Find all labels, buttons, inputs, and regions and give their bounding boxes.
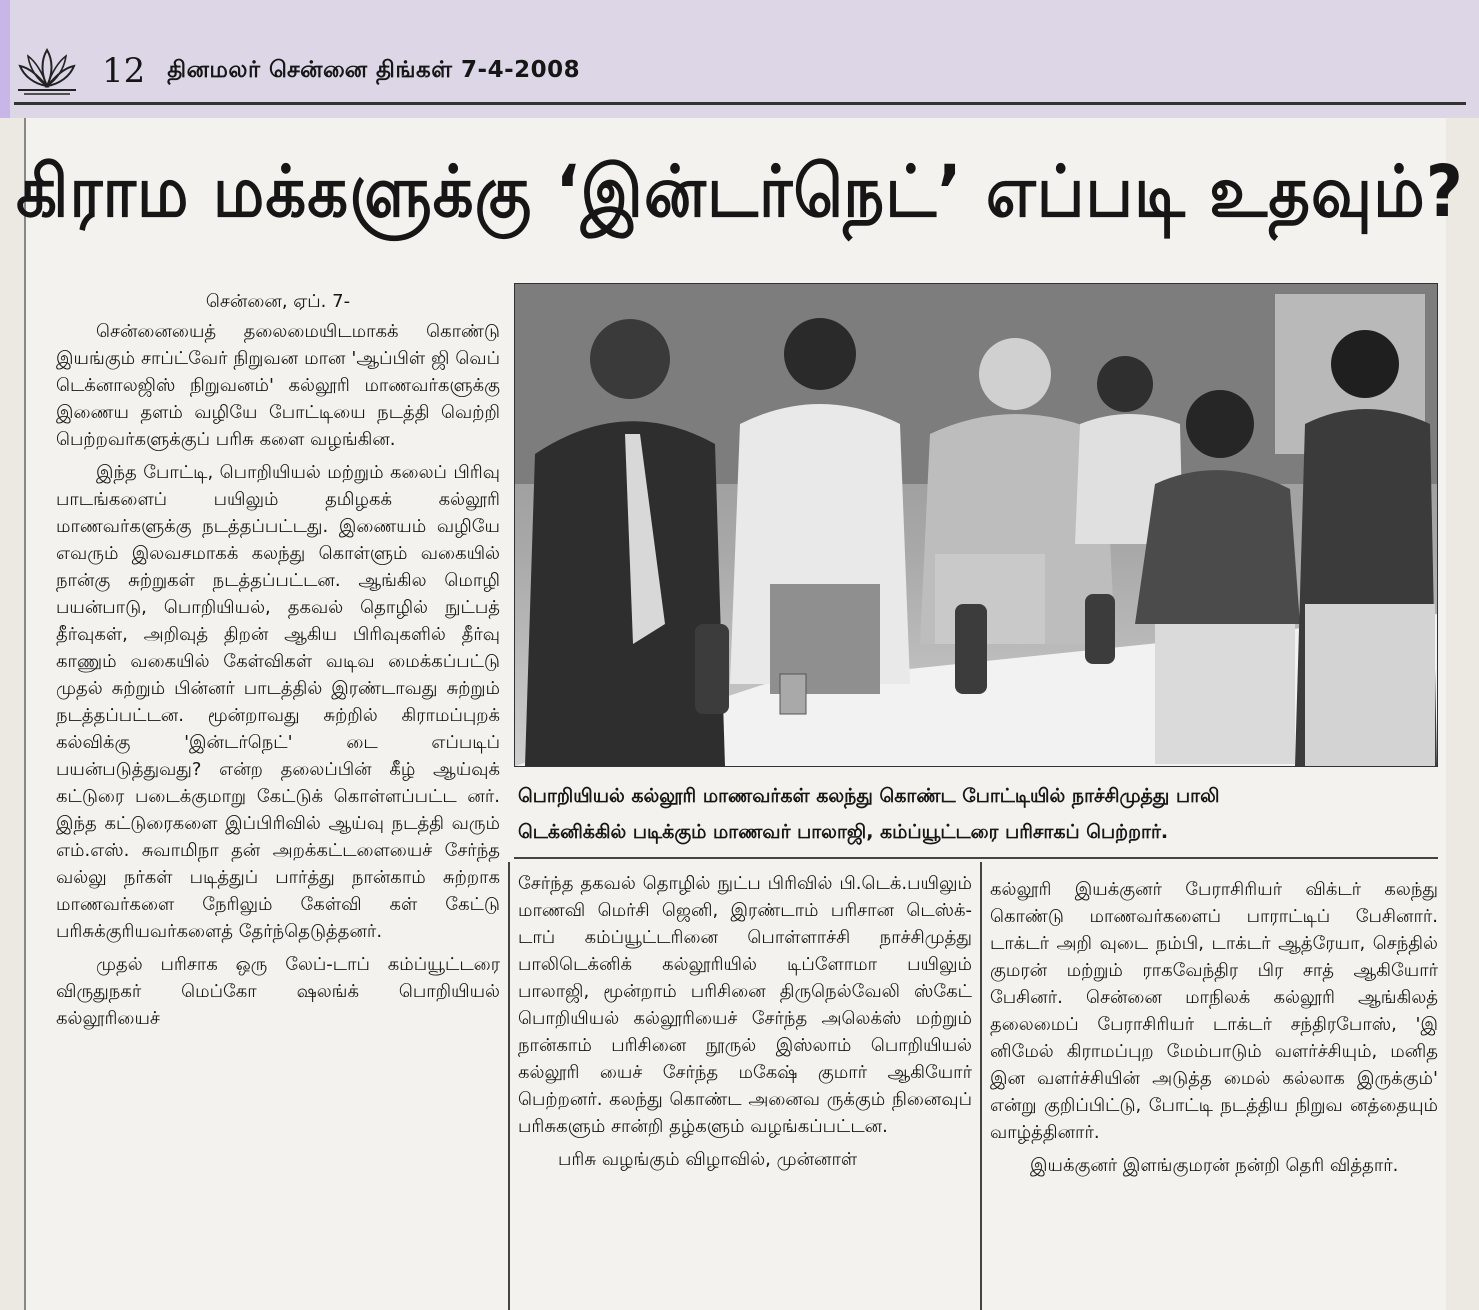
paragraph: சென்னையைத் தலைமையிடமாகக் கொண்டு இயங்கும் சாப்ட்வேர் நிறுவன மான 'ஆப்பிள் ஜி வெப் டெக்னாலஜிஸ் நிறுவனம்' கல்லூரி மாணவர்களுக்கு இணைய தளம் வழியே போட்டியை நடத்தி வெற்றி பெற்றவர்களுக்குப் பரிசு களை வழங்கின. xyxy=(56,321,500,450)
caption-line: டெக்னிக்கில் படிக்கும் மாணவர் பாலாஜி, கம்ப்யூட்டரை பரிசாகப் பெற்றார். xyxy=(518,821,1169,843)
page-number: 12 xyxy=(102,51,146,91)
paragraph: பரிசு வழங்கும் விழாவில், முன்னாள் xyxy=(558,1149,858,1170)
column-divider xyxy=(508,862,510,1310)
scan-edge xyxy=(0,0,10,118)
caption-rule xyxy=(514,857,1438,859)
award-photo xyxy=(514,283,1438,767)
paragraph: சேர்ந்த தகவல் தொழில் நுட்ப பிரிவில் பி.டெக்.பயிலும் மாணவி மெர்சி ஜெனி, இரண்டாம் பரிசான டெஸ்க்-டாப் கம்ப்யூட்டரினை பொள்ளாச்சி நாச்சிமுத்து பாலிடெக்னிக் கல்லூரியில் டிப்ளோமா பயிலும் பாலாஜி, மூன்றாம் பரிசினை திருநெல்வேலி ஸ்கேட் பொறியியல் கல்லூரியைச் சேர்ந்த அலெக்ஸ் மற்றும் நான்காம் பரிசினை நூருல் இஸ்லாம் பொறியியல் கல்லூரி யைச் சேர்ந்த மகேஷ் குமார் ஆகியோர் பெற்றனர். கலந்து கொண்ட அனைவ ருக்கும் நினைவுப் பரிசுகளும் சான்றி தழ்களும் வழங்கப்பட்டன. xyxy=(518,873,972,1137)
headline: கிராம மக்களுக்கு ‘இன்டர்நெட்’ எப்படி உதவும்? xyxy=(16,151,1464,234)
paragraph: முதல் பரிசாக ஒரு லேப்-டாப் கம்ப்யூட்டரை விருதுநகர் மெப்கோ ஷலங்க் பொறியியல் கல்லூரியைச் xyxy=(56,954,500,1029)
photo-caption xyxy=(518,778,1436,850)
article-column-3 xyxy=(990,876,1438,1185)
column-divider xyxy=(980,862,982,1310)
article-column-1 xyxy=(56,288,500,1038)
masthead xyxy=(14,40,1466,105)
newspaper-dateline: தினமலர் சென்னை திங்கள் 7-4-2008 xyxy=(167,56,581,83)
article-column-2 xyxy=(518,870,972,1179)
paragraph: இந்த போட்டி, பொறியியல் மற்றும் கலைப் பிரிவு பாடங்களைப் பயிலும் தமிழகக் கல்லூரி மாணவர்களுக்கு நடத்தப்பட்டது. இணையம் வழியே எவரும் இலவசமாகக் கலந்து கொள்ளும் வகையில் நான்கு சுற்றுகள் நடத்தப்பட்டன. ஆங்கில மொழி பயன்பாடு, பொறியியல், தகவல் தொழில் நுட்பத் தீர்வுகள், அறிவுத் திறன் ஆகிய பிரிவுகளில் தீர்வு காணும் வகையில் கேள்விகள் வடிவ மைக்கப்பட்டு முதல் சுற்றும் பின்னர் பாடத்தில் இரண்டாவது சுற்றும் நடத்தப்பட்டன. மூன்றாவது சுற்றில் கிராமப்புறக் கல்விக்கு 'இன்டர்நெட்' டை எப்படிப் பயன்படுத்துவது? என்ற தலைப்பின் கீழ் ஆய்வுக் கட்டுரை படைக்குமாறு கேட்டுக் கொள்ளப்பட்ட னர். இந்த கட்டுரைகளை இப்பிரிவில் ஆய்வு நடத்தி வரும் எம்.எஸ். சுவாமிநா தன் அறக்கட்டளையைச் சேர்ந்த வல்லு நர்கள் படித்துப் பார்த்து நான்காம் சுற்றாக மாணவர்களை நேரிலும் கேள்வி கள் கேட்டு பரிசுக்குரியவர்களைத் தேர்ந்தெடுத்தனர். xyxy=(56,462,500,942)
caption-line: பொறியியல் கல்லூரி மாணவர்கள் கலந்து கொண்ட போட்டியில் நாச்சிமுத்து பாலி xyxy=(518,785,1220,807)
paragraph: இயக்குனர் இளங்குமரன் நன்றி தெரி வித்தார். xyxy=(1030,1155,1399,1176)
paragraph: கல்லூரி இயக்குனர் பேராசிரியர் விக்டர் கலந்து கொண்டு மாணவர்களைப் பாராட்டிப் பேசினார். டாக்டர் அறி வுடை நம்பி, டாக்டர் ஆத்ரேயா, செந்தில் குமரன் மற்றும் ராகவேந்திர பிர சாத் ஆகியோர் பேசினர். சென்னை மாநிலக் கல்லூரி ஆங்கிலத் தலைமைப் பேராசிரியர் டாக்டர் சந்திரபோஸ், 'இ னிமேல் கிராமப்புற மேம்பாடும் வளர்ச்சியும், மனித இன வளர்ச்சியின் அடுத்த மைல் கல்லாக இருக்கும்' என்று குறிப்பிட்டு, போட்டி நடத்திய நிறுவ னத்தையும் வாழ்த்தினார். xyxy=(990,879,1438,1143)
article-dateline: சென்னை, ஏப். 7- xyxy=(205,291,351,312)
lotus-logo-icon xyxy=(14,46,80,96)
